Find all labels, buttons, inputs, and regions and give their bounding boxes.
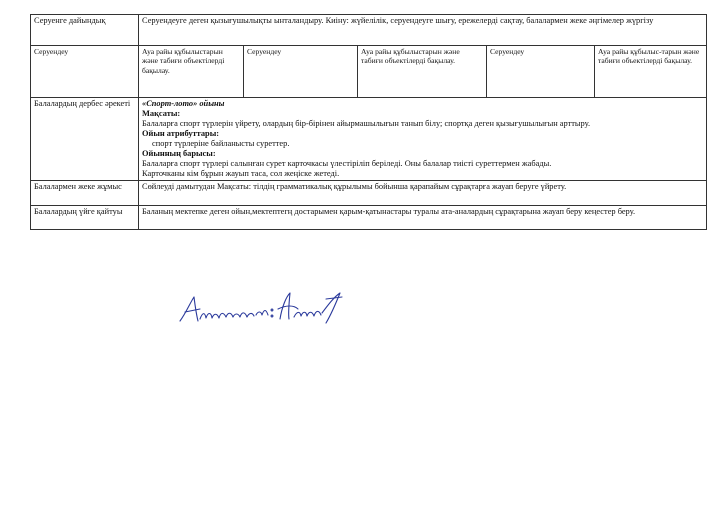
independent-content bbox=[139, 98, 707, 181]
going-home-text: Баланың мектепке деген ойын,мектептегң достарымен қарым-қатынастары туралы ата-аналардың сұрақтарына жауап беру кеңестер беру. bbox=[139, 206, 707, 230]
attributes-heading: Ойын атрибуттары: bbox=[142, 129, 220, 138]
row-walk-prep bbox=[31, 15, 707, 46]
row-walk bbox=[31, 46, 707, 98]
row-label-independent: Балалардың дербес әрекеті bbox=[31, 98, 139, 181]
goal-heading: Мақсаты: bbox=[142, 109, 181, 118]
row-independent bbox=[31, 98, 707, 181]
handwritten-signature bbox=[176, 283, 356, 333]
process-text-2: Карточканы кім бұрын жауып таса, сол жеңіске жетеді. bbox=[142, 169, 340, 178]
row-label-walk: Серуендеу bbox=[31, 46, 139, 98]
process-text-1: Балаларға спорт түрлері салынған сурет карточкасы үлестіріліп беріледі. Оны балалар тиісті суреттермен жабады. bbox=[142, 159, 552, 168]
game-title: «Спорт-лото» ойыны bbox=[142, 99, 225, 108]
process-heading: Ойынның барысы: bbox=[142, 149, 216, 158]
daily-plan-table bbox=[30, 14, 707, 230]
attributes-text: спорт түрлеріне байланысты суреттер. bbox=[152, 139, 290, 148]
walk-cell-1: Ауа райы құбылыстарын және табиғи объектілерді бақылау. bbox=[139, 46, 244, 98]
row-individual-work bbox=[31, 181, 707, 206]
row-going-home bbox=[31, 206, 707, 230]
walk-cell-5: Ауа райы құбылыс-тарын және табиғи объектілерді бақылау. bbox=[595, 46, 707, 98]
row-label-going-home: Балалардың үйге қайтуы bbox=[31, 206, 139, 230]
walk-cell-2: Серуендеу bbox=[244, 46, 358, 98]
goal-text: Балаларға спорт түрлерін үйрету, олардың бір-бірінен айырмашылығын танып білу; спортқа деген қызығушылығын арттыру. bbox=[142, 119, 591, 128]
walk-prep-text: Серуендеуге деген қызығушылықты ынталандыру. Киіну: жүйелілік, серуендеуге шығу, ережелерді сақтау, балалармен жеке әңгімелер жүргізу bbox=[139, 15, 707, 46]
row-label-walk-prep: Серуенге дайындық bbox=[31, 15, 139, 46]
individual-work-text: Сөйлеуді дамытудан Мақсаты: тілдің грамматикалық құрылымы бойынша қарапайым сұрақтарға жауап беруге үйрету. bbox=[139, 181, 707, 206]
row-label-individual-work: Балалармен жеке жұмыс bbox=[31, 181, 139, 206]
walk-cell-3: Ауа райы құбылыстарын және табиғи объектілерді бақылау. bbox=[358, 46, 487, 98]
walk-cell-4: Серуендеу bbox=[487, 46, 595, 98]
